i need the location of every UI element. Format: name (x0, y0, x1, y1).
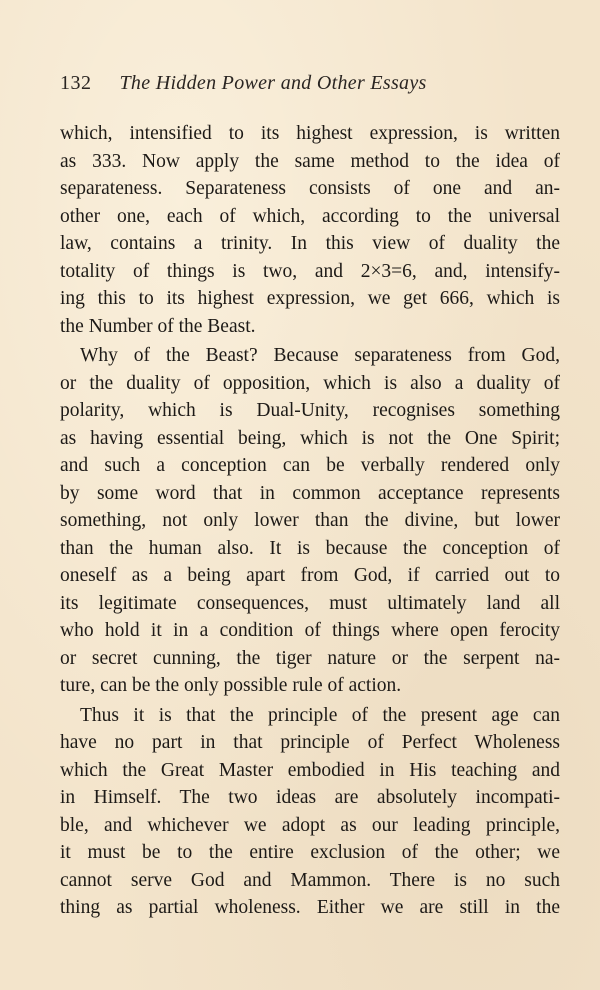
text-line: or the duality of opposition, which is also a duality of (60, 372, 560, 394)
text-line: which the Great Master embodied in His teaching and (60, 759, 560, 781)
text-body (60, 120, 560, 922)
text-line: cannot serve God and Mammon. There is no such (60, 869, 560, 891)
text-line: than the human also. It is because the conception of (60, 537, 560, 559)
running-head (60, 72, 560, 100)
text-line: or secret cunning, the tiger nature or the serpent na- (60, 647, 560, 669)
text-line: polarity, which is Dual-Unity, recognises something (60, 400, 560, 421)
paragraph-2 (60, 342, 560, 700)
text-line: have no part in that principle of Perfect Wholeness (60, 732, 560, 753)
text-line: law, contains a trinity. In this view of duality the (60, 233, 560, 254)
paragraph-1 (60, 120, 560, 340)
text-line: which, intensified to its highest expression, is written (60, 123, 560, 144)
text-line: who hold it in a condition of things where open ferocity (60, 620, 560, 641)
text-line: Thus it is that the principle of the present age can (80, 704, 560, 726)
text-line: ing this to its highest expression, we get 666, which is (60, 288, 560, 309)
text-line: and such a conception can be verbally rendered only (60, 455, 560, 476)
text-line: ble, and whichever we adopt as our leading principle, (60, 814, 560, 836)
text-line: thing as partial wholeness. Either we are still in the (60, 897, 560, 918)
text-line: Why of the Beast? Because separateness from God, (80, 345, 560, 366)
text-line: it must be to the entire exclusion of the other; we (60, 842, 560, 863)
text-line: the Number of the Beast. (60, 315, 256, 337)
text-line: as having essential being, which is not the One Spirit; (60, 427, 560, 449)
text-line: in Himself. The two ideas are absolutely incompati- (60, 787, 560, 808)
text-line: something, not only lower than the divine, but lower (60, 510, 560, 531)
running-title: The Hidden Power and Other Essays (119, 72, 427, 94)
paragraph-3 (60, 702, 560, 922)
text-line: its legitimate consequences, must ultimately land all (60, 592, 560, 614)
text-line: by some word that in common acceptance represents (60, 482, 560, 504)
text-line: as 333. Now apply the same method to the idea of (60, 150, 560, 172)
text-line: separateness. Separateness consists of one and an- (60, 178, 560, 199)
text-line: ture, can be the only possible rule of action. (60, 675, 402, 696)
text-line: other one, each of which, according to the universal (60, 205, 560, 227)
text-line: oneself as a being apart from God, if carried out to (60, 565, 560, 586)
page-number: 132 (60, 72, 92, 94)
text-line: totality of things is two, and 2×3=6, and, intensify- (60, 260, 560, 282)
